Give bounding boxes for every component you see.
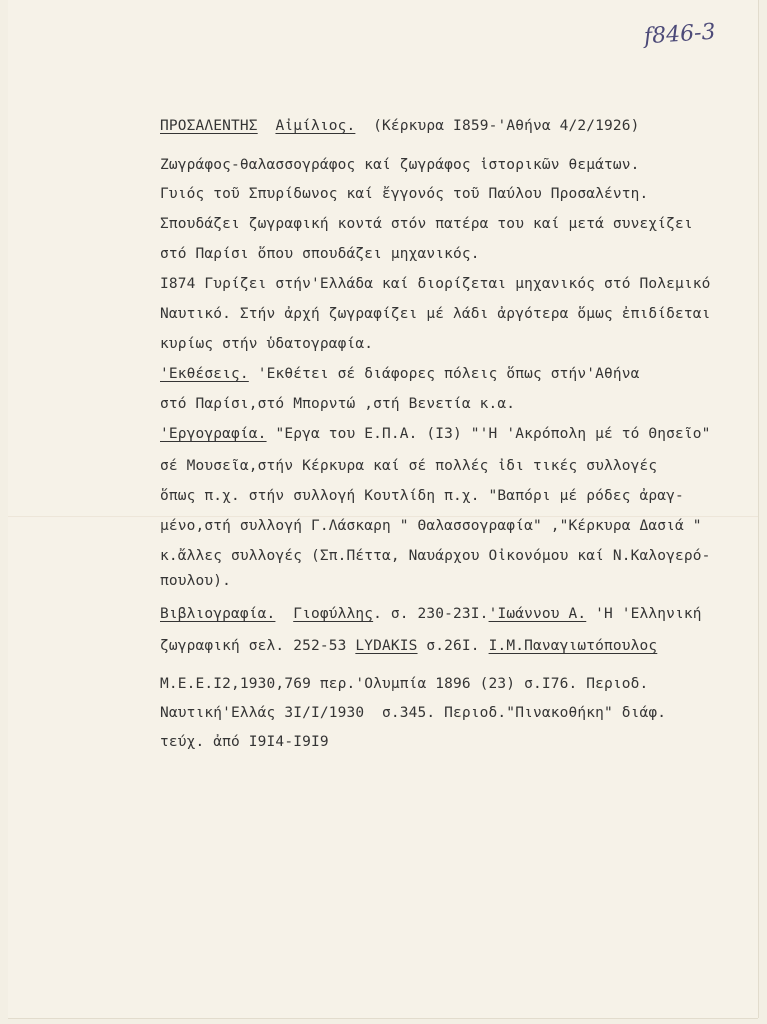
entry-surname: ΠΡΟΣΑΛΕΝΤΗΣ [160,118,258,134]
document-page [8,0,758,1018]
bibliography-line: τεύχ. ἀπό Ι9Ι4-Ι9Ι9 [160,734,329,750]
bio-line: Ζωγράφος-θαλασσογράφος καί ζωγράφος ἱστορικῶν θεμάτων. [160,157,640,173]
bio-line: Ναυτικό. Στήν ἀρχή ζωγραφίζει μέ λάδι ἀργότερα ὅμως ἐπιδίδεται [160,306,711,322]
bibliography-author: 'Ιωάννου Α. [488,606,587,622]
bibliography-author: Γιοφύλλης [293,606,374,622]
bio-line: στό Παρίσι ὅπου σπουδάζει μηχανικός. [160,246,480,262]
bio-line: Γυιός τοῦ Σπυρίδωνος καί ἔγγονός τοῦ Παύλου Προσαλέντη. [160,186,649,202]
works-line: κ.ἄλλες συλλογές (Σπ.Πέττα, Ναυάρχου Οἰκονόμου καί Ν.Καλογερό- [160,548,711,564]
works-line: ὅπως π.χ. στήν συλλογή Κουτλίδη π.χ. "Βαπόρι μέ ρόδες ἀραγ- [160,488,684,504]
works-line [160,426,711,442]
works-label: 'Εργογραφία. [160,426,267,442]
bio-line: Σπουδάζει ζωγραφική κοντά στόν πατέρα του καί μετά συνεχίζει [160,216,693,232]
entry-dates: (Κέρκυρα Ι859-'Αθήνα 4/2/1926) [373,118,640,134]
handwritten-annotation: f846-3 [643,19,717,50]
bibliography-author: Ι.Μ.Παναγιωτόπουλος [488,638,658,654]
bibliography-ref: . σ. 230-23Ι. [373,606,489,622]
bio-line: Ι874 Γυρίζει στήν'Ελλάδα καί διορίζεται μηχανικός στό Πολεμικό [160,276,711,292]
works-line: μένο,στή συλλογή Γ.Λάσκαρη " Θαλασσογραφία" ,"Κέρκυρα Δασιά " [160,518,702,534]
exhibitions-text: 'Εκθέτει σέ διάφορες πόλεις ὅπως στήν'Αθήνα [248,366,640,382]
bibliography-line: Μ.Ε.Ε.Ι2,1930,769 περ.'Ολυμπία 1896 (23) σ.Ι76. Περιοδ. [160,676,649,692]
exhibitions-line [160,366,640,382]
bibliography-author: LYDAKIS [355,638,418,654]
bibliography-ref: 'Η 'Ελληνική [586,606,702,622]
bibliography-line [160,638,657,654]
works-line: πουλου). [160,573,232,589]
bibliography-line: Ναυτική'Ελλάς 3Ι/Ι/1930 σ.345. Περιοδ."Πινακοθήκη" διάφ. [160,705,667,721]
works-line: σέ Μουσεῖα,στήν Κέρκυρα καί σέ πολλές ἰδι τικές συλλογές [160,458,658,474]
exhibitions-line: στό Παρίσι,στό Μπορντώ ,στή Βενετία κ.α. [160,396,516,412]
works-text: "Εργα του Ε.Π.Α. (Ι3) "'Η 'Ακρόπολη μέ τό Θησεῖο" [266,426,711,442]
bibliography-label: Βιβλιογραφία. [160,606,276,622]
entry-first-name: Αἰμίλιος. [275,118,356,134]
bibliography-ref: σ.26Ι. [417,638,489,654]
bibliography-ref: ζωγραφική σελ. 252-53 [160,638,356,654]
bibliography-line [160,606,702,622]
exhibitions-label: 'Εκθέσεις. [160,366,249,382]
entry-title [160,118,640,134]
bio-line: κυρίως στήν ὑδατογραφία. [160,336,374,352]
